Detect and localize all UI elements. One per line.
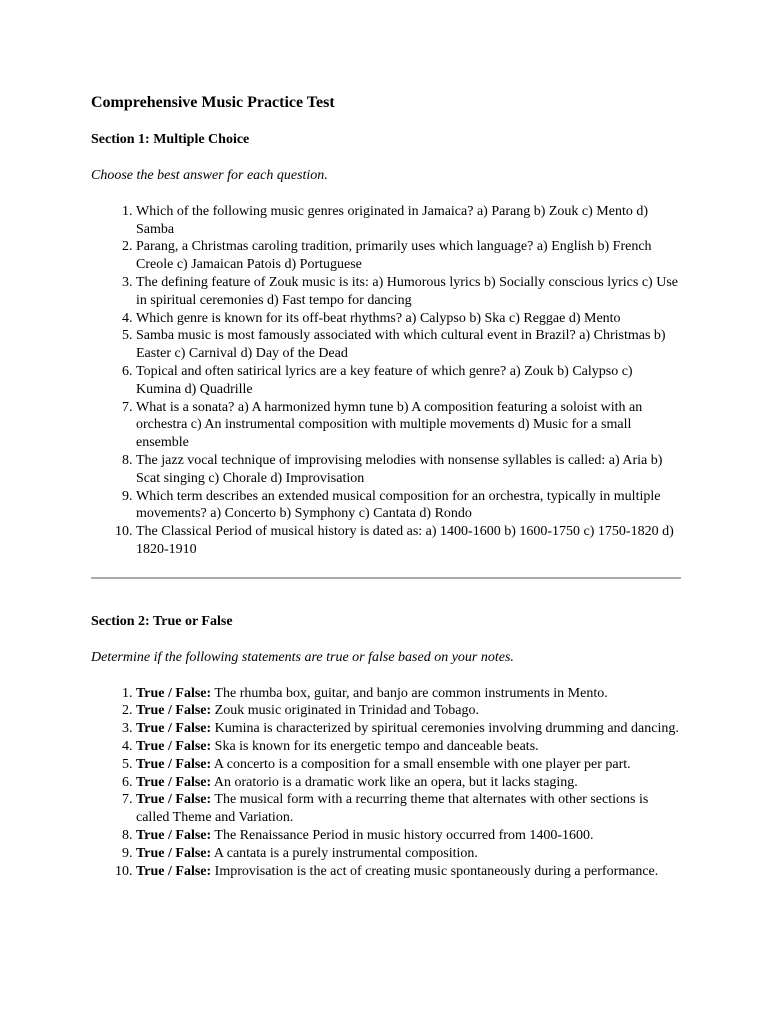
list-item (136, 845, 681, 863)
statement-text: A concerto is a composition for a small ensemble with one player per part. (213, 756, 631, 772)
statement-text: A cantata is a purely instrumental composition. (213, 845, 478, 861)
list-item (136, 827, 681, 845)
section-1-instructions: Choose the best answer for each question. (91, 168, 328, 183)
true-false-label: True / False: (136, 685, 212, 701)
true-false-label: True / False: (136, 756, 212, 772)
list-item: 1. Which of the following music genres originated in Jamaica? a) Parang b) Zouk c) Mento d) Samba (136, 203, 681, 239)
statement-text: Improvisation is the act of creating music spontaneously during a performance. (214, 863, 659, 879)
statement-text: Kumina is characterized by spiritual ceremonies involving drumming and dancing. (214, 721, 679, 737)
list-item: 2. Parang, a Christmas caroling tradition, primarily uses which language? a) English b) French Creole c) Jamaican Patois d) Portuguese (136, 238, 681, 274)
statement-text: The Renaissance Period in music history occurred from 1400-1600. (214, 827, 594, 843)
list-item: 9. Which term describes an extended musical composition for an orchestra, typically in multiple movements? a) Concerto b) Symphony c) Cantata d) Rondo (136, 488, 681, 524)
statement-text: Ska is known for its energetic tempo and danceable beats. (214, 738, 539, 754)
section-2-instructions: Determine if the following statements are true or false based on your notes. (91, 649, 514, 665)
multiple-choice-list (91, 203, 681, 559)
true-false-label: True / False: (136, 721, 212, 737)
section-2-heading: Section 2: True or False (91, 613, 233, 629)
statement-text: The rhumba box, guitar, and banjo are common instruments in Mento. (214, 685, 608, 701)
list-item (136, 685, 681, 703)
true-false-label: True / False: (136, 845, 212, 861)
statement-text: The musical form with a recurring theme that alternates with other sections is called Theme and Variation. (136, 792, 649, 826)
list-item (136, 738, 681, 756)
list-item: 5. Samba music is most famously associated with which cultural event in Brazil? a) Christmas b) Easter c) Carnival d) Day of the Dead (136, 327, 681, 363)
page-title: Comprehensive Music Practice Test (91, 94, 335, 111)
list-item: 7. What is a sonata? a) A harmonized hymn tune b) A composition featuring a soloist with an orchestra c) An instrumental composition with multiple movements d) Music for a small ensemble (136, 399, 681, 452)
section-1-heading: Section 1: Multiple Choice (91, 132, 250, 147)
true-false-label: True / False: (136, 738, 212, 754)
list-item (136, 791, 681, 827)
true-false-label: True / False: (136, 792, 212, 808)
list-item: 10. The Classical Period of musical history is dated as: a) 1400-1600 b) 1600-1750 c) 1750-1820 d) 1820-1910 (136, 523, 681, 559)
true-false-label: True / False: (136, 703, 212, 719)
list-item (136, 702, 681, 720)
list-item (136, 774, 681, 792)
list-item: 6. Topical and often satirical lyrics are a key feature of which genre? a) Zouk b) Calypso c) Kumina d) Quadrille (136, 363, 681, 399)
statement-text: Zouk music originated in Trinidad and Tobago. (214, 703, 480, 719)
list-item (136, 756, 681, 774)
list-item: 8. The jazz vocal technique of improvising melodies with nonsense syllables is called: a) Aria b) Scat singing c) Chorale d) Improvisation (136, 452, 681, 488)
list-item: 4. Which genre is known for its off-beat rhythms? a) Calypso b) Ska c) Reggae d) Mento (136, 310, 681, 328)
list-item (136, 720, 681, 738)
list-item: 3. The defining feature of Zouk music is its: a) Humorous lyrics b) Socially conscious lyrics c) Use in spiritual ceremonies d) Fast tempo for dancing (136, 274, 681, 310)
true-false-label: True / False: (136, 863, 212, 879)
section-divider (91, 577, 681, 579)
true-false-list (91, 685, 681, 881)
true-false-label: True / False: (136, 827, 212, 843)
list-item (136, 863, 681, 881)
statement-text: An oratorio is a dramatic work like an opera, but it lacks staging. (213, 774, 578, 790)
document-content (91, 93, 681, 880)
true-false-label: True / False: (136, 774, 212, 790)
